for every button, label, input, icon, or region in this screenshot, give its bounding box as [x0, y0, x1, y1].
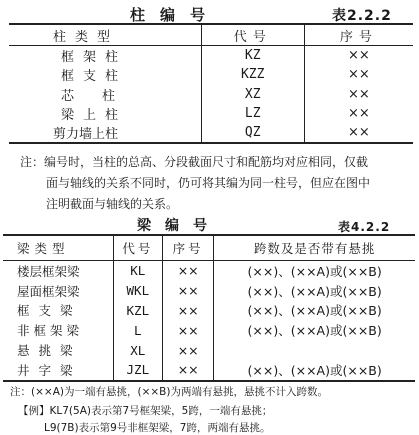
table-header-row — [9, 24, 413, 46]
column-type-cell: 框架柱 — [9, 46, 201, 66]
column-code-cell: KZ — [201, 46, 304, 66]
column-seq-cell: ×× — [347, 67, 370, 83]
beam-seq-cell: ×× — [163, 301, 214, 321]
column-code-cell: XZ — [201, 85, 304, 104]
beam-span-cell: (××)、(××A)或(××B) — [247, 303, 382, 319]
beam-type-cell: 框支梁 — [3, 301, 113, 321]
example-line-2: L9(7B)表示第9号非框架梁，7跨，两端有悬挑。 — [44, 422, 271, 434]
beam-header-type: 梁类型 — [3, 235, 113, 261]
table2-note: 注：(××A)为一端有悬挑，(××B)为两端有悬挑，悬挑不计入跨数。 — [10, 386, 328, 398]
column-seq-cell: ×× — [347, 48, 370, 64]
table1-note — [20, 152, 415, 215]
column-type-cell: 剪力墙上柱 — [9, 123, 201, 143]
column-header-type: 柱类型 — [9, 24, 201, 46]
table-row — [3, 301, 415, 321]
table-header-row — [3, 235, 415, 261]
table-row — [3, 340, 415, 360]
beam-code-cell: WKL — [113, 281, 162, 301]
column-seq-cell: ×× — [347, 86, 370, 102]
beam-code-cell: L — [113, 320, 162, 340]
column-code-cell: LZ — [201, 104, 304, 123]
column-code-cell: QZ — [201, 123, 304, 143]
column-type-cell: 芯柱 — [9, 85, 201, 104]
beam-type-cell: 楼层框架梁 — [3, 261, 113, 281]
table-row — [3, 281, 415, 301]
note-line: 注明截面与轴线的关系。 — [46, 197, 179, 211]
note-line: 注：编号时，当柱的总高、分段截面尺寸和配筋均对应相同，仅截 — [20, 155, 369, 169]
table-row — [3, 320, 415, 340]
beam-code-cell: KZL — [113, 301, 162, 321]
column-seq-cell: ×× — [347, 106, 370, 122]
column-seq-cell: ×× — [347, 125, 370, 141]
beam-header-span: 跨数及是否带有悬挑 — [214, 235, 415, 261]
table-row — [9, 123, 413, 143]
beam-code-table — [3, 234, 415, 382]
column-type-cell: 梁上柱 — [9, 104, 201, 123]
beam-seq-cell: ×× — [163, 320, 214, 340]
beam-seq-cell: ×× — [163, 340, 214, 360]
beam-code-cell: XL — [113, 340, 162, 360]
beam-seq-cell: ×× — [163, 281, 214, 301]
beam-header-code: 代号 — [113, 235, 162, 261]
table2-title: 梁编号 — [137, 218, 221, 234]
table-row — [3, 360, 415, 381]
table-row — [9, 85, 413, 104]
beam-span-cell: (××)、(××A)或(××B) — [247, 283, 382, 299]
beam-span-cell — [214, 340, 415, 360]
table1-title: 柱编号 — [130, 6, 221, 24]
example-line-1: 【例】KL7(5A)表示第7号框架梁，5跨，一端有悬挑； — [18, 405, 273, 417]
column-code-table — [9, 23, 413, 144]
beam-seq-cell: ×× — [163, 261, 214, 281]
beam-type-cell: 井字梁 — [3, 360, 113, 381]
table2-number: 表4.2.2 — [338, 220, 391, 234]
beam-type-cell: 悬挑梁 — [3, 340, 113, 360]
beam-header-seq: 序号 — [163, 235, 214, 261]
beam-span-cell: (××)、(××A)或(××B) — [247, 263, 382, 279]
beam-code-cell: JZL — [113, 360, 162, 381]
note-line: 面与轴线的关系不同时，仍可将其编为同一柱号，但应在图中 — [46, 176, 371, 190]
column-header-code: 代号 — [201, 24, 304, 46]
beam-type-cell: 非框架梁 — [3, 320, 113, 340]
table-row — [9, 65, 413, 84]
column-type-cell: 框支柱 — [9, 65, 201, 84]
column-code-cell: KZZ — [201, 65, 304, 84]
beam-seq-cell: ×× — [163, 360, 214, 381]
table-row — [3, 261, 415, 281]
table-row — [9, 104, 413, 123]
table1-number: 表2.2.2 — [332, 8, 392, 24]
beam-type-cell: 屋面框架梁 — [3, 281, 113, 301]
beam-span-cell: (××)、(××A)或(××B) — [247, 323, 382, 339]
column-header-seq: 序号 — [304, 24, 413, 46]
beam-span-cell: (××)、(××A)或(××B) — [247, 362, 382, 378]
beam-code-cell: KL — [113, 261, 162, 281]
table-row — [9, 46, 413, 66]
